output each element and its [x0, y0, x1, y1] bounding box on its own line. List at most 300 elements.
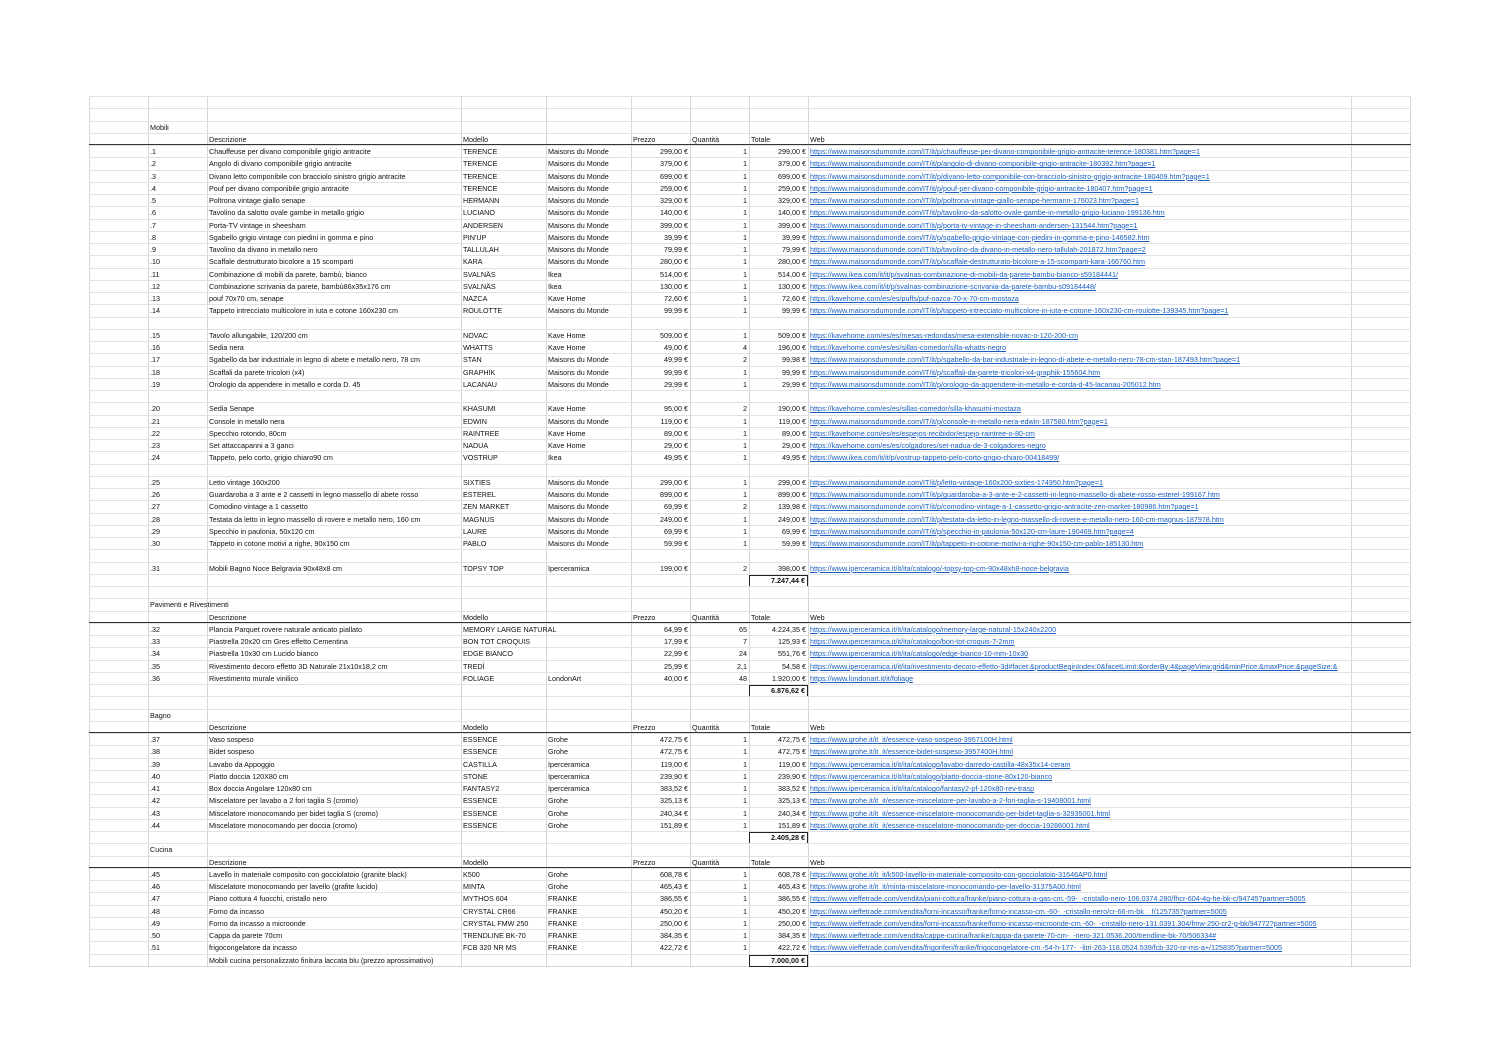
item-description: Cappa da parete 70cm — [209, 931, 283, 940]
column-header-row — [89, 721, 1411, 733]
empty-row — [89, 317, 1411, 329]
item-description: Tappeto intrecciato multicolore in iuta e cotone 160x230 cm — [209, 306, 398, 316]
item-description: Sedia nera — [209, 343, 244, 352]
item-web-link[interactable]: https://www.grohe.it/it_it/essence-vaso-sospeso-3957100H.html — [810, 735, 1013, 744]
item-price: 119,00 € — [660, 759, 688, 769]
item-number: .40 — [150, 771, 160, 781]
item-price: 899,00 € — [660, 490, 688, 499]
item-web-link[interactable]: https://www.maisonsdumonde.com/IT/it/p/porta-tv-vintage-in-sheesham-andersen-131544.htm?page=1 — [810, 220, 1138, 230]
item-web-link[interactable]: https://www.ikea.com/it/it/p/svalnas-combinazione-scrivania-da-parete-bambu-s09184448/ — [810, 281, 1097, 291]
item-brand: Ikea — [548, 453, 562, 463]
item-total: 699,00 € — [778, 171, 806, 181]
item-web-link[interactable]: https://www.maisonsdumonde.com/IT/it/p/specchio-in-paulonia-50x120-cm-laure-190469.htm?page=4 — [810, 526, 1134, 536]
item-brand: Maisons du Monde — [548, 379, 609, 389]
table-row — [89, 488, 1411, 500]
table-row — [89, 941, 1411, 953]
item-web-link[interactable]: https://www.grohe.it/it_it/minta-miscelatore-monocomando-per-lavello-31375A00.html — [810, 882, 1081, 891]
item-total: 472,75 € — [778, 735, 806, 744]
item-model: KARA — [463, 257, 483, 267]
item-web-link[interactable]: https://www.maisonsdumonde.com/IT/it/p/guardaroba-a-3-ante-e-2-cassetti-in-legno-massello-di-abete-rosso-esterel-199167.htm — [810, 490, 1220, 499]
item-description: Letto vintage 160x200 — [209, 477, 280, 487]
item-brand: Iperceramica — [548, 759, 590, 769]
item-number: .20 — [150, 404, 160, 414]
item-quantity: 24 — [739, 649, 747, 659]
table-row — [89, 758, 1411, 770]
item-description: Mobili cucina personalizzato finitura laccata blu (prezzo aprossimativo) — [209, 955, 434, 965]
table-row — [89, 145, 1411, 157]
item-brand: Maisons du Monde — [548, 171, 609, 181]
header-total: Totale — [751, 612, 771, 622]
item-web-link[interactable]: https://www.grohe.it/it_it/essence-miscelatore-monocomando-per-bidet-taglia-s-32935001.html — [810, 808, 1111, 818]
item-model: MINTA — [463, 882, 485, 891]
item-model: VOSTRUP — [463, 453, 498, 463]
header-description: Descrizione — [209, 134, 247, 144]
item-price: 383,52 € — [660, 784, 688, 793]
item-total: 509,00 € — [778, 330, 806, 340]
item-model: LUCIANO — [463, 208, 495, 218]
item-model: TRENDLINE BK-70 — [463, 931, 526, 940]
item-description: Porta-TV vintage in sheesham — [209, 220, 306, 230]
item-web-link[interactable]: https://www.iperceramica.it/it/ita/catalogo/bon-tot-croquis-7-2mm — [810, 637, 1015, 646]
table-row — [89, 954, 1411, 966]
item-number: .41 — [150, 784, 160, 793]
item-brand: Iperceramica — [548, 784, 590, 793]
item-number: .17 — [150, 355, 160, 365]
item-total: 59,99 € — [782, 539, 806, 548]
item-price: 72,60 € — [664, 294, 688, 303]
item-quantity: 1 — [743, 882, 747, 891]
item-price: 140,00 € — [660, 208, 688, 218]
section-row — [89, 709, 1411, 721]
table-row — [89, 243, 1411, 255]
header-total: Totale — [751, 857, 771, 867]
item-model: FCB 320 NR MS — [463, 943, 517, 953]
item-model: TREDÌ — [463, 661, 485, 671]
item-price: 240,34 € — [660, 808, 688, 818]
item-quantity: 1 — [743, 441, 747, 450]
section-row — [89, 843, 1411, 855]
item-brand: Grohe — [548, 882, 568, 891]
empty-row — [89, 586, 1411, 598]
item-quantity: 1 — [743, 281, 747, 291]
item-total: 29,00 € — [782, 441, 806, 450]
item-total: 130,00 € — [778, 281, 806, 291]
section-title: Cucina — [150, 845, 173, 855]
item-web-link[interactable]: https://www.maisonsdumonde.com/IT/it/p/tappeto-intrecciato-multicolore-in-iuta-e-cotone-160x230-cm-roulotte-139345.htm?page=1 — [810, 306, 1229, 316]
item-model: RAINTREE — [463, 428, 500, 438]
item-model: ROULOTTE — [463, 306, 503, 316]
item-price: 17,99 € — [664, 637, 688, 646]
header-web: Web — [810, 134, 825, 144]
item-brand: FRANKE — [548, 931, 578, 940]
item-description: Tappeto in cotone motivi a righe, 90x150 cm — [209, 539, 350, 548]
item-quantity: 1 — [743, 453, 747, 463]
item-quantity: 1 — [743, 477, 747, 487]
item-model: BON TOT CROQUIS — [463, 637, 531, 646]
item-web-link[interactable]: https://www.maisonsdumonde.com/IT/it/p/chauffeuse-per-divano-componibile-grigio-antracite-terence-180381.htm?page=1 — [810, 147, 1200, 156]
item-model: ESSENCE — [463, 747, 498, 757]
item-price: 25,99 € — [664, 661, 688, 671]
item-brand: Grohe — [548, 735, 568, 744]
item-model: EDWIN — [463, 416, 487, 426]
item-description: Tavolino da salotto ovale gambe in metallo grigio — [209, 208, 365, 218]
item-model: ESSENCE — [463, 735, 498, 744]
item-web-link[interactable]: https://www.iperceramica.it/it/ita/catalogo/piatto-doccia-stone-80x120-bianco — [810, 771, 1053, 781]
item-model: ESSENCE — [463, 808, 498, 818]
item-price: 608,78 € — [660, 869, 688, 879]
item-number: .51 — [150, 943, 160, 953]
item-brand: Kave Home — [548, 343, 586, 352]
item-model: FOLIAGE — [463, 673, 495, 683]
item-total: 99,99 € — [782, 367, 806, 377]
item-number: .19 — [150, 379, 160, 389]
item-web-link[interactable]: https://kavehome.com/es/es/colgadores/set-nadua-de-3-colgadores-negro — [810, 441, 1046, 450]
item-brand: Maisons du Monde — [548, 539, 609, 548]
item-web-link[interactable]: https://kavehome.com/es/es/sillas-comedor/silla-khasumi-mostaza — [810, 404, 1021, 414]
item-quantity: 1 — [743, 257, 747, 267]
section-total: 6.876,62 € — [749, 685, 808, 697]
item-number: .38 — [150, 747, 160, 757]
item-quantity: 1 — [743, 747, 747, 757]
header-price: Prezzo — [633, 134, 656, 144]
item-model: STONE — [463, 771, 488, 781]
item-web-link[interactable]: https://www.maisonsdumonde.com/IT/it/p/letto-vintage-160x200-sixties-174950.htm?page=1 — [810, 477, 1104, 487]
item-quantity: 1 — [743, 330, 747, 340]
table-row — [89, 562, 1411, 574]
item-quantity: 1 — [743, 784, 747, 793]
item-description: Scaffali da parete tricolori (x4) — [209, 367, 305, 377]
item-description: Orologio da appendere in metallo e corda D. 45 — [209, 379, 361, 389]
section-title: Bagno — [150, 710, 171, 720]
item-model: MAGNUS — [463, 514, 495, 524]
item-brand: FRANKE — [548, 943, 578, 953]
item-description: Box doccia Angolare 120x80 cm — [209, 784, 312, 793]
item-web-link[interactable]: https://www.maisonsdumonde.com/IT/it/p/pouf-per-divano-componibile-grigio-antracite-180407.htm?page=1 — [810, 183, 1153, 193]
item-number: .34 — [150, 649, 160, 659]
item-web-link[interactable]: https://kavehome.com/es/es/mesas-redondas/mesa-extensible-novac-o-120-200-cm — [810, 330, 1079, 340]
item-description: Angolo di divano componibile grigio antracite — [209, 159, 352, 169]
empty-row — [89, 549, 1411, 561]
item-total: 299,00 € — [778, 477, 806, 487]
item-model: SVALNÄS — [463, 281, 496, 291]
header-web: Web — [810, 612, 825, 622]
item-price: 69,99 € — [664, 502, 688, 512]
item-model: CRYSTAL FMW 250 — [463, 918, 529, 928]
item-model: GRAPHIK — [463, 367, 496, 377]
item-quantity: 1 — [743, 894, 747, 904]
empty-row — [89, 696, 1411, 708]
item-price: 699,00 € — [660, 171, 688, 181]
item-quantity: 1 — [743, 490, 747, 499]
item-brand: Maisons du Monde — [548, 220, 609, 230]
item-price: 79,99 € — [664, 245, 688, 254]
item-model: NOVAC — [463, 330, 489, 340]
item-web-link[interactable]: https://www.maisonsdumonde.com/IT/it/p/comodino-vintage-a-1-cassetto-grigio-antracite-zen-market-180986.htm?page=1 — [810, 502, 1199, 512]
item-number: .1 — [150, 147, 156, 156]
item-number: .42 — [150, 796, 160, 806]
item-quantity: 1 — [743, 147, 747, 156]
item-total: 450,20 € — [778, 906, 806, 916]
item-description: Lavello in materiale composito con gocciolatoio (granite black) — [209, 869, 407, 879]
item-quantity: 1 — [743, 269, 747, 279]
item-price: 39,99 € — [664, 232, 688, 242]
item-price: 95,00 € — [664, 404, 688, 414]
item-price: 49,95 € — [664, 453, 688, 463]
item-quantity: 1 — [743, 943, 747, 953]
item-model: LACANAU — [463, 379, 497, 389]
item-brand: Maisons du Monde — [548, 355, 609, 365]
item-number: .36 — [150, 673, 160, 683]
item-web-link[interactable]: https://www.grohe.it/it_it/essence-bidet-sospeso-3957400H.html — [810, 747, 1013, 757]
item-total: 899,00 € — [778, 490, 806, 499]
item-price: 49,00 € — [664, 343, 688, 352]
item-total: 280,00 € — [778, 257, 806, 267]
item-web-link[interactable]: https://www.maisonsdumonde.com/IT/it/p/tappeto-in-cotone-motivi-a-righe-90x150-cm-pablo-185130.htm — [810, 539, 1144, 548]
item-web-link[interactable]: https://www.iperceramica.it/it/ita/catalogo/memory-large-natural-15x240x2200 — [810, 624, 1057, 634]
table-row — [89, 537, 1411, 549]
item-model: NADUA — [463, 441, 489, 450]
item-description: Piano cottura 4 fuocchi, cristallo nero — [209, 894, 327, 904]
header-price: Prezzo — [633, 722, 656, 732]
item-web-link[interactable]: https://www.iperceramica.it/it/ita/rivestimento-decoro-effetto-3d#facet:&productBeginIndex:0&facetLimit:&orderBy:4&pageView:grid&minPrice:&maxPrice:&pageSize:& — [810, 661, 1338, 671]
header-quantity: Quantità — [692, 612, 720, 622]
item-brand: Maisons du Monde — [548, 490, 609, 499]
item-web-link[interactable]: https://kavehome.com/es/es/sillas-comedor/silla-whatts-negro — [810, 343, 1007, 352]
table-row — [89, 672, 1411, 684]
table-row — [89, 819, 1411, 831]
item-web-link[interactable]: https://www.maisonsdumonde.com/IT/it/p/poltrona-vintage-giallo-senape-hermann-176023.htm?page=1 — [810, 196, 1140, 205]
item-web-link[interactable]: https://www.maisonsdumonde.com/IT/it/p/divano-letto-componibile-con-bracciolo-sinistro-grigio-antracite-180409.htm?page=1 — [810, 171, 1210, 181]
table-row — [89, 182, 1411, 194]
item-price: 119,00 € — [660, 416, 688, 426]
item-description: Tavolo allungabile, 120/200 cm — [209, 330, 308, 340]
item-number: .30 — [150, 539, 160, 548]
item-quantity: 1 — [743, 245, 747, 254]
table-row — [89, 366, 1411, 378]
header-quantity: Quantità — [692, 722, 720, 732]
item-number: .46 — [150, 882, 160, 891]
item-quantity: 1 — [743, 208, 747, 218]
item-model: KHASUMI — [463, 404, 496, 414]
item-model: TERENCE — [463, 159, 498, 169]
item-total: 140,00 € — [778, 208, 806, 218]
item-brand: FRANKE — [548, 894, 578, 904]
item-web-link[interactable]: https://www.maisonsdumonde.com/IT/it/p/scaffali-da-parete-tricolori-x4-graphik-155604.htm — [810, 367, 1101, 377]
item-quantity: 1 — [743, 918, 747, 928]
item-brand: Maisons du Monde — [548, 196, 609, 205]
item-web-link[interactable]: https://www.vieffetrade.com/vendita/piani-cottura/franke/piano-cottura-a-gas-cm.-59-_-cristallo-nero-106.0374.280/fhcr-604-4g-he-bk-c/94745?partner=5005 — [810, 894, 1306, 904]
item-web-link[interactable]: https://www.grohe.it/it_it/k500-lavello-in-materiale-composito-con-gocciolatoio-31646AP0.html — [810, 869, 1108, 879]
column-header-row — [89, 856, 1411, 868]
item-web-link[interactable]: https://www.grohe.it/it_it/essence-miscelatore-monocomando-per-doccia-19286001.html — [810, 820, 1090, 830]
item-price: 472,75 € — [660, 735, 688, 744]
item-brand: Grohe — [548, 796, 568, 806]
item-brand: Ikea — [548, 269, 562, 279]
item-web-link[interactable]: https://www.ikea.com/it/it/p/vostrup-tappeto-pelo-corto-grigio-chiaro-00418499/ — [810, 453, 1060, 463]
item-brand: Maisons du Monde — [548, 159, 609, 169]
item-number: .35 — [150, 661, 160, 671]
table-row — [89, 880, 1411, 892]
item-web-link[interactable]: https://www.maisonsdumonde.com/IT/it/p/tavolino-da-divano-in-metallo-nero-tallulah-201872.htm?page=2 — [810, 245, 1146, 254]
item-total: 379,00 € — [778, 159, 806, 169]
item-model: ZEN MARKET — [463, 502, 510, 512]
table-row — [89, 219, 1411, 231]
table-row — [89, 868, 1411, 880]
item-number: .4 — [150, 183, 156, 193]
item-quantity: 1 — [743, 294, 747, 303]
item-quantity: 1 — [743, 416, 747, 426]
item-price: 386,55 € — [660, 894, 688, 904]
item-web-link[interactable]: https://www.vieffetrade.com/vendita/forni-incasso/franke/forno-incasso-cm.-60-_-cristallo-nero/cr-66-m-bk__f/125735?partner=5005 — [810, 906, 1227, 916]
table-row — [89, 635, 1411, 647]
item-web-link[interactable]: https://www.iperceramica.it/it/ita/catalogo/-topsy-top-cm-90x48xh8-noce-belgravia — [810, 563, 1069, 573]
item-web-link[interactable]: https://www.iperceramica.it/it/ita/catalogo/edge-bianco-10-mm-10x30 — [810, 649, 1029, 659]
item-brand: Maisons du Monde — [548, 477, 609, 487]
item-quantity: 1 — [743, 796, 747, 806]
table-row — [89, 304, 1411, 316]
item-model: PIN'UP — [463, 232, 487, 242]
item-description: Mobili Bagno Noce Belgravia 90x48x8 cm — [209, 563, 343, 573]
item-web-link[interactable]: https://www.vieffetrade.com/vendita/forni-incasso/franke/forno-incasso-microonde-cm.-60-_-cristallo-nero-131.0391.304/fmw-250-cr2-g-bk/94772?partner=5005 — [810, 918, 1317, 928]
item-brand: Kave Home — [548, 428, 586, 438]
item-web-link[interactable]: https://www.iperceramica.it/it/ita/catalogo/lavabo-darredo-castilla-48x35x14-ceram — [810, 759, 1071, 769]
item-web-link[interactable]: https://www.ikea.com/it/it/p/svalnas-combinazione-di-mobili-da-parete-bambu-bianco-s59184441/ — [810, 269, 1119, 279]
item-model: ESSENCE — [463, 796, 498, 806]
item-price: 299,00 € — [660, 477, 688, 487]
item-quantity: 1 — [743, 735, 747, 744]
item-brand: Maisons du Monde — [548, 183, 609, 193]
table-row — [89, 255, 1411, 267]
item-quantity: 1 — [743, 159, 747, 169]
header-description: Descrizione — [209, 857, 247, 867]
table-row — [89, 660, 1411, 672]
item-price: 329,00 € — [660, 196, 688, 205]
item-model: ANDERSEN — [463, 220, 503, 230]
table-row — [89, 770, 1411, 782]
item-total: 69,99 € — [782, 526, 806, 536]
item-description: Miscelatore monocomando per lavello (grafite lucido) — [209, 882, 378, 891]
item-number: .16 — [150, 343, 160, 352]
item-total: 329,00 € — [778, 196, 806, 205]
item-quantity: 1 — [743, 869, 747, 879]
item-web-link[interactable]: https://www.iperceramica.it/it/ita/catalogo/fantasy2-pf-120x80-rev-trasp — [810, 784, 1035, 793]
empty-row — [89, 96, 1411, 108]
item-description: Testata da letto in legno massello di rovere e metallo nero, 160 cm — [209, 514, 421, 524]
section-total-row — [89, 831, 1411, 843]
section-title: Pavimenti e Rivestimenti — [150, 600, 229, 610]
item-description: Tavolino da divano in metallo nero — [209, 245, 318, 254]
item-number: .49 — [150, 918, 160, 928]
item-web-link[interactable]: https://www.vieffetrade.com/vendita/cappe-cucina/franke/cappa-da-parete-70-cm-_-nero-321.0536.200/trendline-bk-70/506334# — [810, 931, 1217, 940]
item-total: 384,35 € — [778, 931, 806, 940]
item-model: TALLULAH — [463, 245, 499, 254]
section-total-row — [89, 574, 1411, 586]
item-quantity: 1 — [743, 514, 747, 524]
item-number: .7 — [150, 220, 156, 230]
item-quantity: 1 — [743, 196, 747, 205]
item-price: 280,00 € — [660, 257, 688, 267]
item-number: .24 — [150, 453, 160, 463]
item-number: .18 — [150, 367, 160, 377]
table-row — [89, 745, 1411, 757]
item-description: Scaffale destrutturato bicolore a 15 scomparti — [209, 257, 354, 267]
item-price: 89,00 € — [664, 428, 688, 438]
header-description: Descrizione — [209, 722, 247, 732]
item-price: 325,13 € — [660, 796, 688, 806]
item-model: K500 — [463, 869, 480, 879]
item-total: 139,98 € — [778, 502, 806, 512]
item-web-link[interactable]: https://kavehome.com/es/es/puffs/puf-nazca-70-x-70-cm-mostaza — [810, 294, 1019, 303]
item-web-link[interactable]: https://www.maisonsdumonde.com/IT/it/p/console-in-metallo-nera-edwin-187580.htm?page=1 — [810, 416, 1108, 426]
item-description: Combinazione di mobili da parete, bambù, bianco — [209, 269, 367, 279]
item-price: 249,00 € — [660, 514, 688, 524]
item-web-link[interactable]: https://kavehome.com/es/es/espejos-recibidor/espejo-raintree-o-80-cm — [810, 428, 1035, 438]
item-total: 49,95 € — [782, 453, 806, 463]
item-total: 29,99 € — [782, 379, 806, 389]
item-number: .6 — [150, 208, 156, 218]
item-description: Pouf per divano componibile grigio antracite — [209, 183, 349, 193]
item-web-link[interactable]: https://www.maisonsdumonde.com/IT/it/p/orologio-da-appendere-in-metallo-e-corda-d-45-lacanau-205012.htm — [810, 379, 1161, 389]
item-web-link[interactable]: https://www.maisonsdumonde.com/IT/it/p/tavolino-da-salotto-ovale-gambe-in-metallo-grigio-luciano-199136.htm — [810, 208, 1165, 218]
item-description: Rivestimento murale vinilico — [209, 673, 299, 683]
item-web-link[interactable]: https://www.maisonsdumonde.com/IT/it/p/angolo-di-divano-componibile-grigio-antracite-180392.htm?page=1 — [810, 159, 1156, 169]
item-description: Specchio rotondo, 80cm — [209, 428, 287, 438]
item-description: Vaso sospeso — [209, 735, 254, 744]
item-price: 22,99 € — [664, 649, 688, 659]
item-price: 69,99 € — [664, 526, 688, 536]
item-total: 99,99 € — [782, 306, 806, 316]
item-quantity: 1 — [743, 379, 747, 389]
item-description: Console in metallo nera — [209, 416, 285, 426]
item-web-link[interactable]: https://www.maisonsdumonde.com/IT/it/p/scaffale-destrutturato-bicolore-a-15-scomparti-kara-166760.htm — [810, 257, 1146, 267]
item-total: 240,34 € — [778, 808, 806, 818]
item-web-link[interactable]: https://www.maisonsdumonde.com/IT/it/p/testata-da-letto-in-legno-massello-di-rovere-e-metallo-nero-160-cm-magnus-187978.htm — [810, 514, 1224, 524]
item-number: .27 — [150, 502, 160, 512]
table-row — [89, 929, 1411, 941]
header-total: Totale — [751, 722, 771, 732]
item-price: 130,00 € — [660, 281, 688, 291]
item-model: TERENCE — [463, 147, 498, 156]
item-price: 299,00 € — [660, 147, 688, 156]
item-number: .26 — [150, 490, 160, 499]
header-model: Modello — [463, 612, 489, 622]
item-web-link[interactable]: https://www.vieffetrade.com/vendita/frigoriferi/franke/frigocongelatore-cm.-54-h-177-_-litri-263-118.0524.539/fcb-320-nr-ms-a+/125835?partner=5005 — [810, 943, 1282, 953]
item-quantity: 1 — [743, 171, 747, 181]
item-quantity: 2 — [743, 355, 747, 365]
item-quantity: 4 — [743, 343, 747, 352]
item-quantity: 1 — [743, 759, 747, 769]
item-price: 29,00 € — [664, 441, 688, 450]
table-row — [89, 415, 1411, 427]
item-brand: Kave Home — [548, 404, 586, 414]
item-description: Tappeto, pelo corto, grigio chiaro90 cm — [209, 453, 333, 463]
item-brand: Grohe — [548, 747, 568, 757]
item-web-link[interactable]: https://www.grohe.it/it_it/essence-miscelatore-per-lavabo-a-2-fori-taglia-s-19408001.html — [810, 796, 1091, 806]
item-brand: Maisons du Monde — [548, 367, 609, 377]
item-web-link[interactable]: https://www.maisonsdumonde.com/IT/it/p/sgabello-da-bar-industriale-in-legno-di-abete-e-metallo-nero-78-cm-stan-187493.htm?page=1 — [810, 355, 1241, 365]
item-number: .29 — [150, 526, 160, 536]
item-model: STAN — [463, 355, 482, 365]
item-number: .13 — [150, 294, 160, 303]
item-model: TERENCE — [463, 183, 498, 193]
item-total: 196,00 € — [778, 343, 806, 352]
item-web-link[interactable]: https://www.londonart.it/it/foliage — [810, 673, 914, 683]
item-description: Combinazione scrivania da parete, bambù86x35x176 cm — [209, 281, 391, 291]
item-model: SIXTIES — [463, 477, 491, 487]
item-web-link[interactable]: https://www.maisonsdumonde.com/IT/it/p/sgabello-grigio-vintage-con-piedini-in-gomma-e-pino-146582.htm — [810, 232, 1150, 242]
empty-row — [89, 108, 1411, 120]
item-quantity: 1 — [743, 232, 747, 242]
